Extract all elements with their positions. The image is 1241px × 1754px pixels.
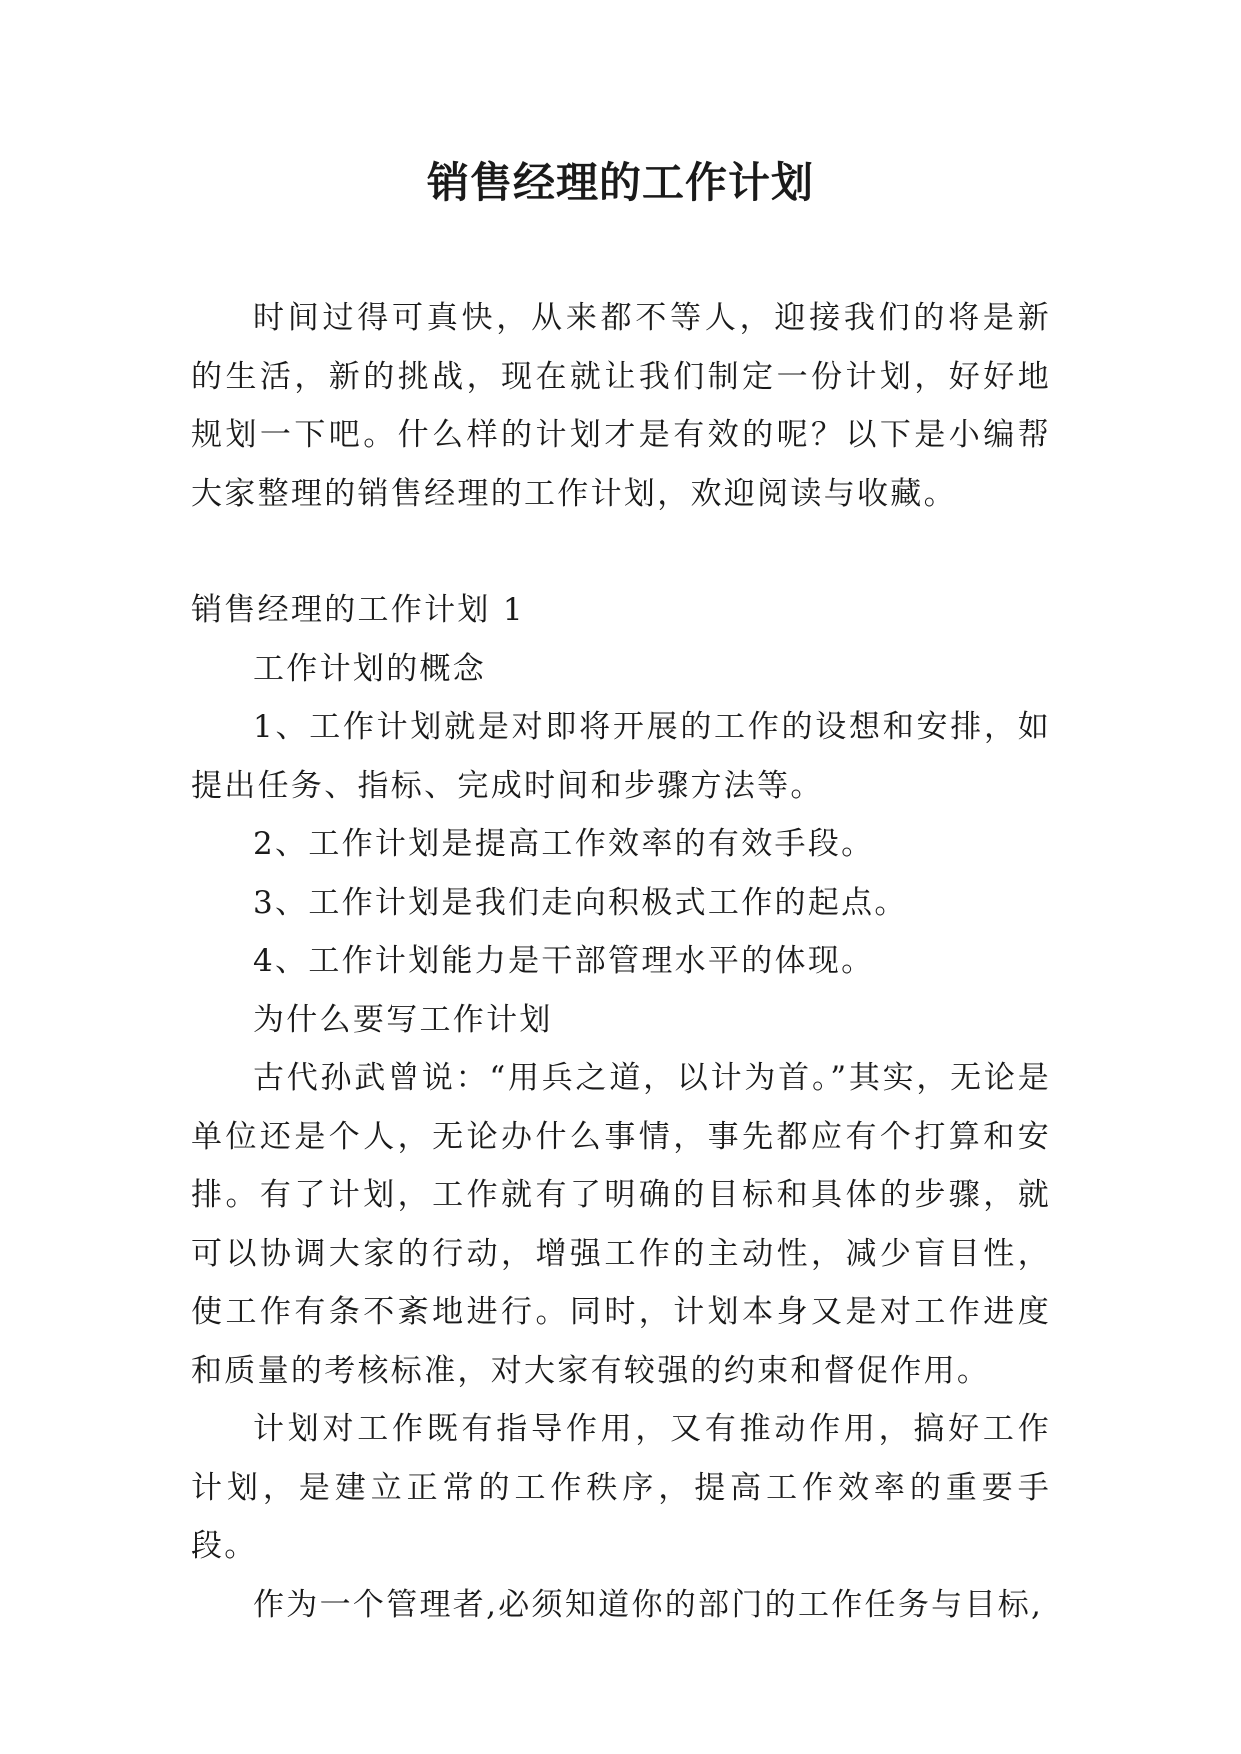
section-heading: 销售经理的工作计划 1 (191, 592, 525, 628)
subheading-why: 为什么要写工作计划 (253, 1001, 553, 1038)
paragraph-manager: 作为一个管理者,必须知道你的部门的工作任务与目标, (253, 1586, 1044, 1623)
document-title: 销售经理的工作计划 (426, 158, 814, 207)
paragraph-guidance: 计划对工作既有指导作用，又有推动作用，搞好工作计划，是建立正常的工作秩序，提高工作效率的重要手段。 (191, 1411, 1051, 1564)
list-item-1: 1、工作计划就是对即将开展的工作的设想和安排，如提出任务、指标、完成时间和步骤方法等。 (191, 709, 1051, 804)
list-item-3: 3、工作计划是我们走向积极式工作的起点。 (253, 884, 908, 921)
list-item-4: 4、工作计划能力是干部管理水平的体现。 (253, 943, 875, 979)
document-body (191, 289, 1051, 1634)
intro-paragraph: 时间过得可真快，从来都不等人，迎接我们的将是新的生活，新的挑战，现在就让我们制定一份计划，好好地规划一下吧。什么样的计划才是有效的呢？以下是小编帮大家整理的销售经理的工作计划，欢迎阅读与收藏。 (191, 300, 1051, 512)
paragraph-sunwu: 古代孙武曾说：“用兵之道，以计为首。”其实，无论是单位还是个人，无论办什么事情，事先都应有个打算和安排。有了计划，工作就有了明确的目标和具体的步骤，就可以协调大家的行动，增强工作的主动性，减少盲目性，使工作有条不紊地进行。同时，计划本身又是对工作进度和质量的考核标准，对大家有较强的约束和督促作用。 (191, 1060, 1051, 1389)
subheading-concept: 工作计划的概念 (253, 650, 487, 687)
list-item-2: 2、工作计划是提高工作效率的有效手段。 (253, 826, 875, 862)
